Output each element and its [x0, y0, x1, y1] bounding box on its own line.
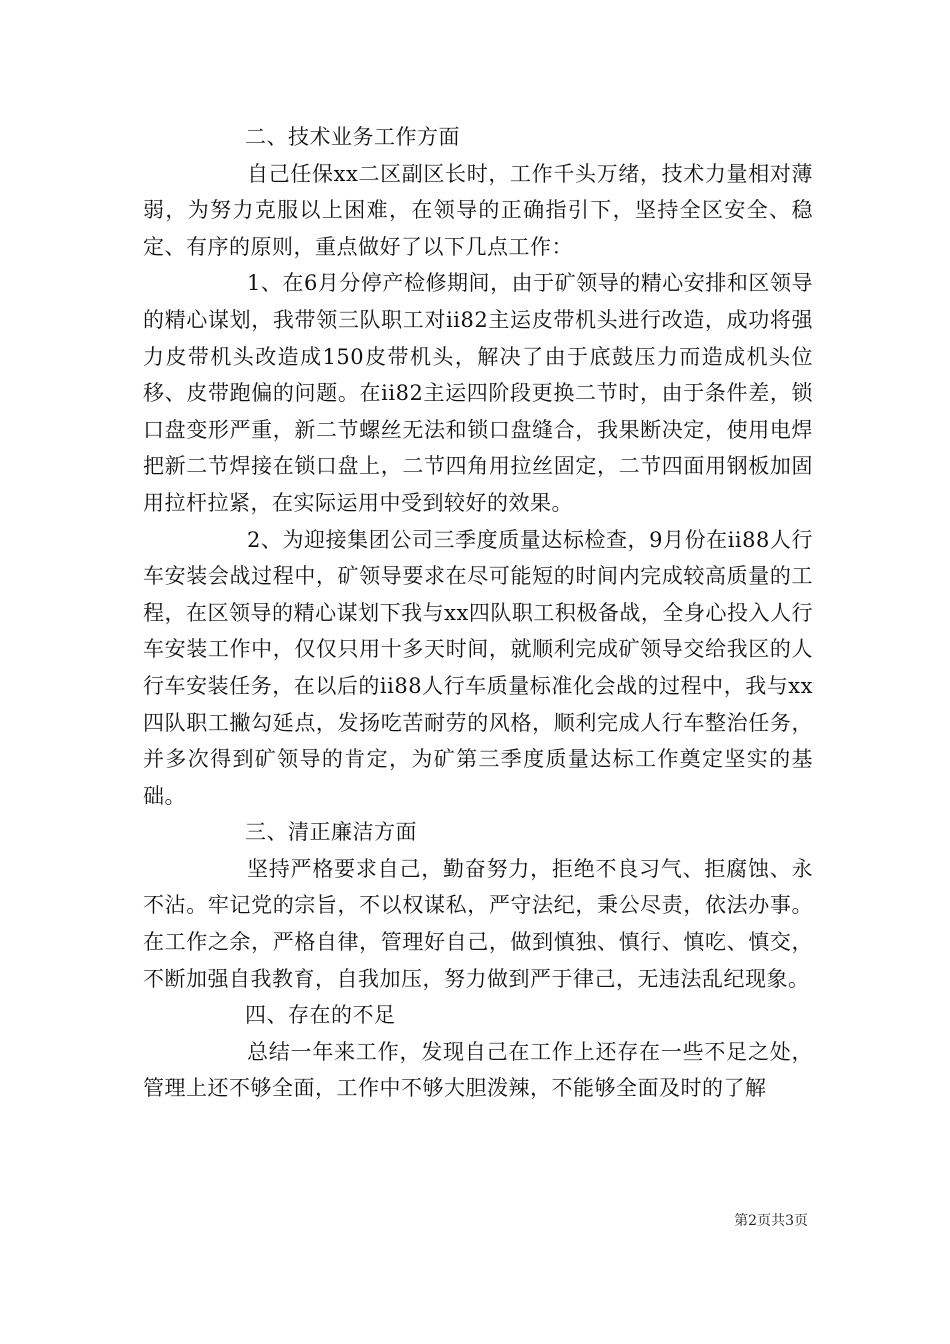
paragraph-item-2: 2、为迎接集团公司三季度质量达标检查，9月份在ii88人行车安装会战过程中，矿领导要求在尽可能短的时间内完成较高质量的工程，在区领导的精心谋划下我与xx四队职工积极备战，全身心投入人行车安装工作中，仅仅只用十多天时间，就顺利完成矿领导交给我区的人行车安装任务，在以后的ii88人行车质量标准化会战的过程中，我与xx四队职工撇勾延点，发扬吃苦耐劳的风格，顺利完成人行车整治任务，并多次得到矿领导的肯定，为矿第三季度质量达标工作奠定坚实的基础。	[143, 527, 813, 808]
paragraph-tech-intro: 自己任保xx二区副区长时，工作千头万绪，技术力量相对薄弱，为努力克服以上困难，在领导的正确指引下，坚持全区安全、稳定、有序的原则，重点做好了以下几点工作：	[143, 161, 813, 259]
section-heading-tech: 二、技术业务工作方面	[245, 125, 460, 149]
section-heading-shortcomings: 四、存在的不足	[245, 1003, 396, 1028]
paragraph-shortcomings: 总结一年来工作，发现自己在工作上还存在一些不足之处，管理上还不够全面，工作中不够大胆泼辣，不能够全面及时的了解	[143, 1039, 813, 1101]
page-number: 第2页共3页	[734, 1213, 808, 1229]
section-heading-integrity: 三、清正廉洁方面	[245, 820, 417, 845]
paragraph-item-1: 1、在6月分停产检修期间，由于矿领导的精心安排和区领导的精心谋划，我带领三队职工对ii82主运皮带机头进行改造，成功将强力皮带机头改造成150皮带机头，解决了由于底鼓压力而造成机头位移、皮带跑偏的问题。在ii82主运四阶段更换二节时，由于条件差，锁口盘变形严重，新二节螺丝无法和锁口盘缝合，我果断决定，使用电焊把新二节焊接在锁口盘上，二节四角用拉丝固定，二节四面用钢板加固用拉杆拉紧，在实际运用中受到较好的效果。	[143, 271, 813, 515]
document-body	[143, 119, 813, 1107]
paragraph-integrity: 坚持严格要求自己，勤奋努力，拒绝不良习气、拒腐蚀、永不沾。牢记党的宗旨，不以权谋私，严守法纪，秉公尽责，依法办事。在工作之余，严格自律，管理好自己，做到慎独、慎行、慎吃、慎交，不断加强自我教育，自我加压，努力做到严于律己，无违法乱纪现象。	[143, 856, 813, 991]
